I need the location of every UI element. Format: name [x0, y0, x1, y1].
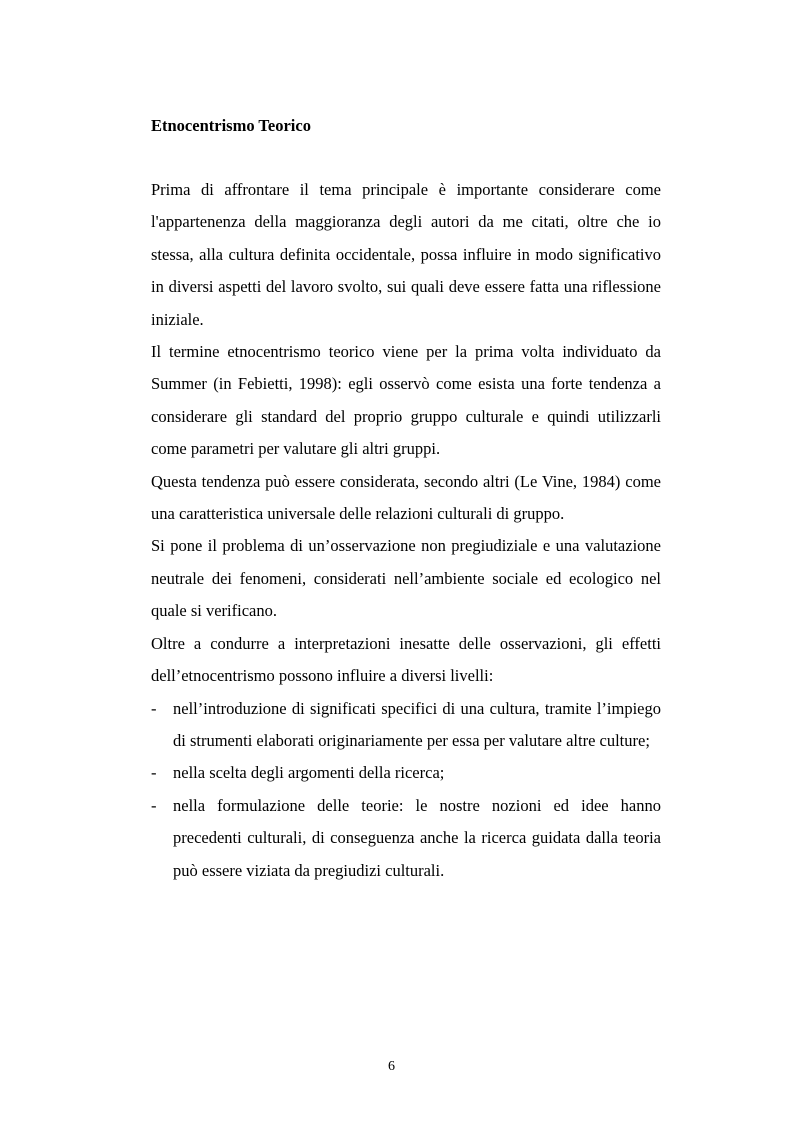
section-heading: Etnocentrismo Teorico [151, 116, 311, 135]
bullet-list [151, 693, 661, 887]
paragraph: Prima di affrontare il tema principale è importante considerare come l'appartenenza della maggioranza degli autori da me citati, oltre che io stessa, alla cultura definita occidentale, possa influire in modo significativo in diversi aspetti del lavoro svolto, sui quali deve essere fatta una riflessione iniziale. [151, 180, 661, 329]
list-item-text: nell’introduzione di significati specifici di una cultura, tramite l’impiego di strumenti elaborati originariamente per essa per valutare altre culture; [173, 698, 661, 750]
paragraph: Questa tendenza può essere considerata, secondo altri (Le Vine, 1984) come una caratteristica universale delle relazioni culturali di gruppo. [151, 471, 661, 524]
list-item [151, 693, 661, 758]
list-item [151, 790, 661, 887]
list-item-text: nella formulazione delle teorie: le nostre nozioni ed idee hanno precedenti culturali, di conseguenza anche la ricerca guidata dalla teoria può essere viziata da pregiudizi culturali. [173, 795, 661, 880]
page-number: 6 [388, 1059, 395, 1074]
list-dash: - [151, 795, 157, 815]
list-item-text: nella scelta degli argomenti della ricerca; [173, 763, 445, 783]
paragraph: Si pone il problema di un’osservazione non pregiudiziale e una valutazione neutrale dei fenomeni, considerati nell’ambiente sociale ed ecologico nel quale si verificano. [151, 536, 661, 621]
list-dash: - [151, 698, 157, 718]
list-dash: - [151, 763, 157, 783]
paragraph: Oltre a condurre a interpretazioni inesatte delle osservazioni, gli effetti dell’etnocentrismo possono influire a diversi livelli: [151, 633, 661, 686]
body-text [151, 174, 661, 887]
paragraph: Il termine etnocentrismo teorico viene per la prima volta individuato da Summer (in Febietti, 1998): egli osservò come esista una forte tendenza a considerare gli standard del proprio gruppo culturale e quindi utilizzarli come parametri per valutare gli altri gruppi. [151, 342, 661, 459]
list-item [151, 757, 661, 789]
